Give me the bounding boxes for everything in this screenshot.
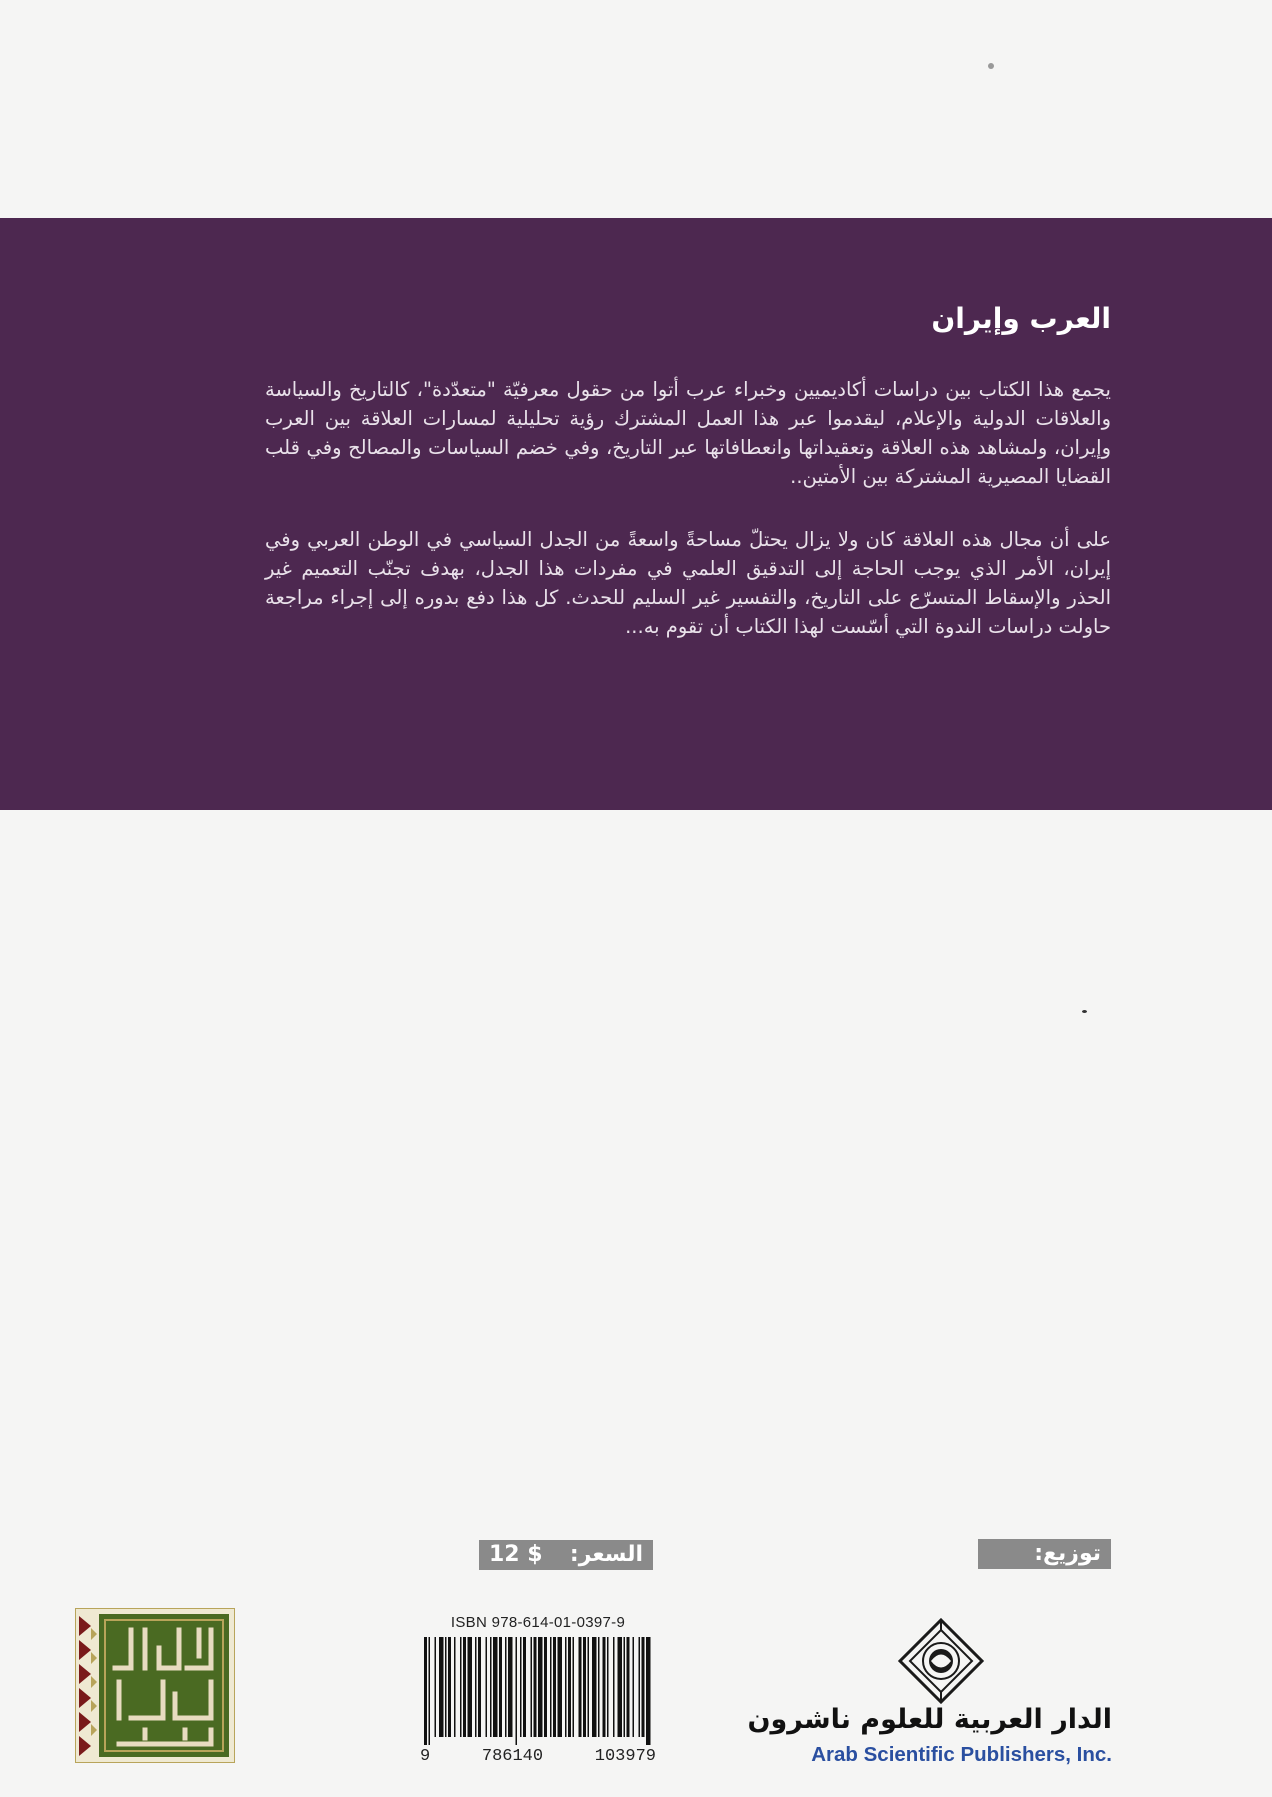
barcode-image bbox=[418, 1637, 658, 1745]
price-label: السعر: bbox=[569, 1542, 643, 1567]
barcode-bar bbox=[633, 1637, 635, 1737]
barcode-bar bbox=[460, 1637, 462, 1737]
barcode-bar bbox=[531, 1637, 533, 1737]
barcode-bar bbox=[435, 1637, 437, 1737]
barcode-bar bbox=[618, 1637, 623, 1737]
barcode-bar bbox=[583, 1637, 586, 1737]
barcode-bar bbox=[553, 1637, 556, 1737]
barcode-bar bbox=[448, 1637, 451, 1737]
distribution-label: توزيع: bbox=[978, 1539, 1111, 1569]
barcode-bar bbox=[520, 1637, 522, 1737]
barcode-digit-group-1: 786140 bbox=[481, 1747, 544, 1766]
barcode-bar bbox=[627, 1637, 630, 1737]
barcode-bar bbox=[573, 1637, 575, 1737]
barcode-bar bbox=[499, 1637, 502, 1737]
description-paragraph-1: يجمع هذا الكتاب بين دراسات أكاديميين وخبراء عرب أتوا من حقول معرفيّة "متعدّدة"، كالتاريخ والسياسة والعلاقات الدولية والإعلام، ليقدموا عبر هذا العمل المشترك رؤية تحليلية لمسارات العلاقة بين العرب وإيران، ولمشاهد هذه العلاقة وتعقيداتها وانعطافاتها عبر التاريخ، وفي خضم السياسات والمصالح وفي قلب القضايا المصيرية المشتركة بين الأمتين.. bbox=[265, 378, 1111, 488]
barcode-digits bbox=[418, 1747, 658, 1766]
price-tag bbox=[479, 1540, 653, 1570]
barcode-bar bbox=[463, 1637, 466, 1737]
barcode-bar bbox=[439, 1637, 444, 1737]
barcode-bar bbox=[534, 1637, 537, 1737]
barcode-digit-lead: 9 bbox=[420, 1747, 431, 1766]
barcode-bar bbox=[588, 1637, 590, 1737]
barcode-bar bbox=[454, 1637, 456, 1737]
barcode-bar bbox=[490, 1637, 492, 1737]
barcode-bar bbox=[445, 1637, 447, 1737]
barcode-bar bbox=[478, 1637, 481, 1737]
barcode-bar bbox=[592, 1637, 597, 1737]
barcode-bar bbox=[646, 1637, 651, 1745]
barcode-bar bbox=[424, 1637, 427, 1745]
barcode-bar bbox=[598, 1637, 600, 1737]
barcode-bar bbox=[538, 1637, 543, 1737]
barcode-bar bbox=[558, 1637, 563, 1737]
barcode-bar bbox=[468, 1637, 473, 1737]
description-paragraph-2: على أن مجال هذه العلاقة كان ولا يزال يحتلّ مساحةً واسعةً من الجدل السياسي في الوطن العربي وفي إيران، الأمر الذي يوجب الحاجة إلى التدقيق العلمي في مفردات هذا الجدل، بهدف تجنّب التعميم غير الحذر والإسقاط المتسرّع على التاريخ، والتفسير غير السليم للحدث. كل هذا دفع بدوره إلى إجراء مراجعة حاولت دراسات الندوة التي أسّست لهذا الكتاب أن تقوم به... bbox=[265, 528, 1111, 638]
barcode-bar bbox=[505, 1637, 507, 1737]
barcode-block bbox=[418, 1614, 658, 1766]
isbn-text: ISBN 978-614-01-0397-9 bbox=[450, 1614, 626, 1631]
description-block bbox=[265, 302, 1111, 641]
barcode-bar bbox=[579, 1637, 582, 1737]
barcode-bar bbox=[486, 1637, 488, 1737]
barcode-bar bbox=[565, 1637, 567, 1737]
barcode-bar bbox=[607, 1637, 609, 1737]
barcode-bar bbox=[475, 1637, 477, 1737]
speck bbox=[1082, 1010, 1087, 1013]
barcode-bar bbox=[516, 1637, 518, 1745]
speck bbox=[988, 63, 994, 69]
barcode-bar bbox=[493, 1637, 498, 1737]
barcode-bar bbox=[550, 1637, 552, 1737]
price-value: 12 $ bbox=[489, 1542, 543, 1567]
series-logo bbox=[75, 1608, 235, 1763]
barcode-bar bbox=[624, 1637, 626, 1737]
publisher-emblem-icon bbox=[896, 1618, 986, 1704]
barcode-bar bbox=[523, 1637, 526, 1737]
barcode-digit-group-2: 103979 bbox=[594, 1747, 656, 1766]
barcode-bar bbox=[568, 1637, 571, 1737]
barcode-bar bbox=[544, 1637, 547, 1737]
publisher-name-arabic: الدار العربية للعلوم ناشرون bbox=[747, 1704, 1112, 1735]
barcode-bar bbox=[642, 1637, 645, 1737]
series-logo-icon bbox=[75, 1608, 235, 1763]
publisher-name-english: Arab Scientific Publishers, Inc. bbox=[811, 1743, 1112, 1766]
barcode-bar bbox=[639, 1637, 641, 1737]
barcode-bar bbox=[508, 1637, 513, 1737]
book-title: العرب وإيران bbox=[931, 302, 1111, 335]
barcode-bar bbox=[429, 1637, 431, 1745]
barcode-bar bbox=[613, 1637, 615, 1737]
description-band bbox=[0, 218, 1272, 810]
barcode-bar bbox=[603, 1637, 606, 1737]
